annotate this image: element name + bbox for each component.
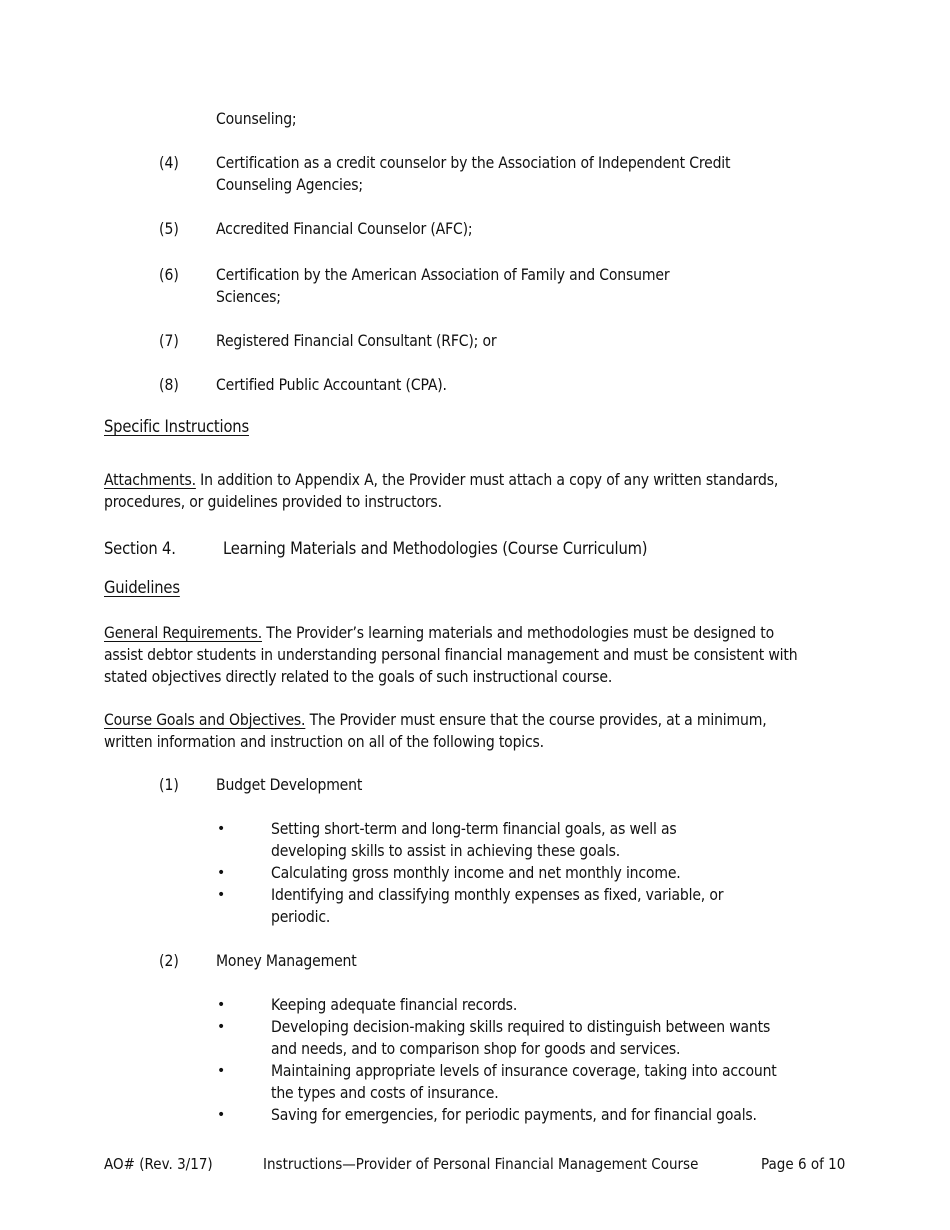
list-item-text: Accredited Financial Counselor (AFC); [216,220,473,238]
bullet-text: developing skills to assist in achieving these goals. [271,842,621,860]
list-item-text: Certified Public Accountant (CPA). [216,376,447,394]
bullet-text: Calculating gross monthly income and net monthly income. [271,864,681,882]
footer-form-id: AO# (Rev. 3/17) [104,1155,213,1173]
bullet-text: Developing decision-making skills required to distinguish between wants [271,1018,771,1036]
heading-specific-instructions: Specific Instructions [104,417,249,436]
list-number: (8) [159,376,179,394]
bullet-glyph: • [217,821,226,837]
attachments-paragraph [104,469,778,491]
general-requirements-paragraph [104,622,774,644]
bullet-glyph: • [217,1063,226,1079]
general-requirements-text-line3: stated objectives directly related to the goals of such instructional course. [104,668,613,686]
bullet-glyph: • [217,997,226,1013]
list-item-text: Certification by the American Association of Family and Consumer [216,266,670,284]
bullet-glyph: • [217,1019,226,1035]
topic-title: Money Management [216,952,357,970]
general-requirements-label: General Requirements. [104,624,263,642]
section-number: Section 4. [104,539,176,558]
list-number: (4) [159,154,179,172]
course-goals-text-line2: written information and instruction on all of the following topics. [104,733,544,751]
list-item-text: Counseling Agencies; [216,176,363,194]
list-item-text: Sciences; [216,288,281,306]
continuation-text: Counseling; [216,110,297,128]
topic-number: (2) [159,952,179,970]
attachments-text: In addition to Appendix A, the Provider must attach a copy of any written standards, [195,471,779,489]
section-title: Learning Materials and Methodologies (Course Curriculum) [223,539,648,558]
heading-guidelines: Guidelines [104,578,180,597]
list-number: (6) [159,266,179,284]
bullet-glyph: • [217,1107,226,1123]
attachments-label: Attachments. [104,471,196,489]
list-number: (7) [159,332,179,350]
list-number: (5) [159,220,179,238]
bullet-text: the types and costs of insurance. [271,1084,499,1102]
bullet-text: Keeping adequate financial records. [271,996,518,1014]
general-requirements-text-line2: assist debtor students in understanding personal financial management and must be consistent with [104,646,798,664]
bullet-text: Saving for emergencies, for periodic payments, and for financial goals. [271,1106,757,1124]
course-goals-label: Course Goals and Objectives. [104,711,306,729]
bullet-glyph: • [217,865,226,881]
bullet-text: and needs, and to comparison shop for goods and services. [271,1040,681,1058]
general-requirements-text: The Provider’s learning materials and methodologies must be designed to [262,624,775,642]
bullet-glyph: • [217,887,226,903]
course-goals-text: The Provider must ensure that the course provides, at a minimum, [305,711,767,729]
bullet-text: periodic. [271,908,331,926]
bullet-text: Setting short-term and long-term financial goals, as well as [271,820,677,838]
footer-page-number: Page 6 of 10 [761,1155,846,1173]
attachments-text-line2: procedures, or guidelines provided to instructors. [104,493,442,511]
bullet-text: Maintaining appropriate levels of insurance coverage, taking into account [271,1062,777,1080]
list-item-text: Certification as a credit counselor by the Association of Independent Credit [216,154,731,172]
list-item-text: Registered Financial Consultant (RFC); or [216,332,497,350]
topic-number: (1) [159,776,179,794]
footer-doc-title: Instructions—Provider of Personal Financial Management Course [263,1155,699,1173]
topic-title: Budget Development [216,776,363,794]
bullet-text: Identifying and classifying monthly expenses as fixed, variable, or [271,886,724,904]
course-goals-paragraph [104,709,767,731]
